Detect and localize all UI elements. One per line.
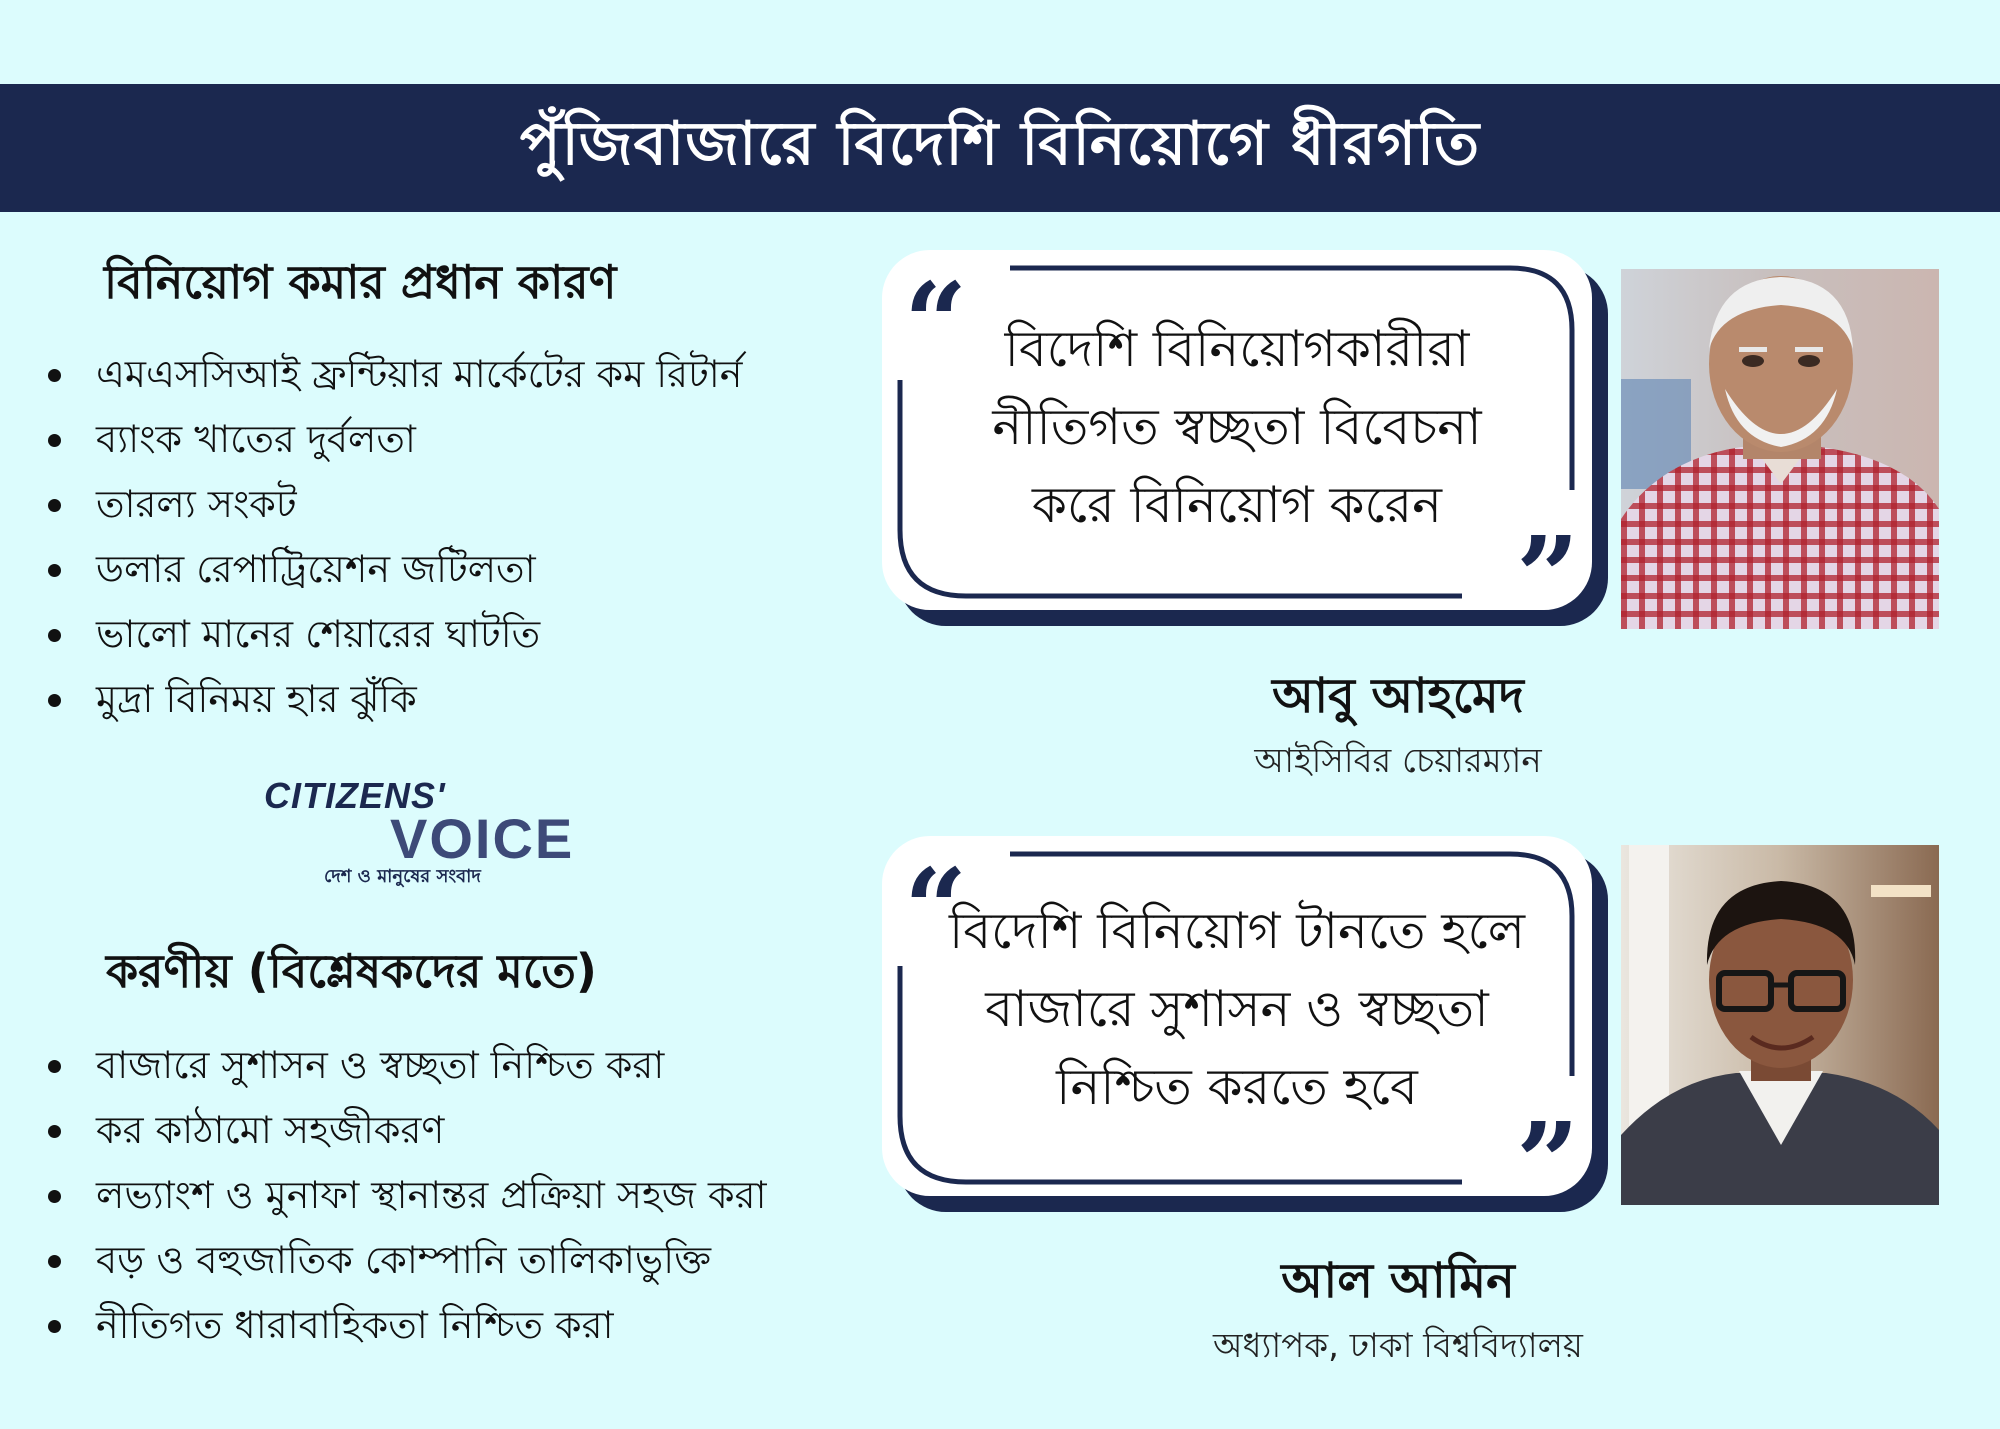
list-item: মুদ্রা বিনিময় হার ঝুঁকি [40, 667, 742, 732]
open-quote-icon: “ [904, 844, 968, 973]
citizens-voice-logo [262, 770, 582, 890]
logo-line1: CITIZENS' [264, 775, 446, 816]
reasons-list [40, 342, 742, 732]
quote-line: নীতিগত স্বচ্ছতা বিবেচনা [992, 398, 1482, 456]
quote-line: করে বিনিয়োগ করেন [1032, 476, 1442, 534]
quote-text [922, 892, 1552, 1126]
person-title-2: অধ্যাপক, ঢাকা বিশ্ববিদ্যালয় [1213, 1326, 1583, 1366]
person-name-1: আবু আহমেদ [1272, 668, 1524, 724]
list-item: তারল্য সংকট [40, 472, 742, 537]
open-quote-icon: “ [904, 258, 968, 387]
logo-line2: VOICE [390, 807, 575, 865]
list-item: ব্যাংক খাতের দুর্বলতা [40, 407, 742, 472]
close-quote-icon: ” [1516, 512, 1580, 641]
person-title-1: আইসিবির চেয়ারম্যান [1254, 741, 1542, 781]
list-item: এমএসসিআই ফ্রন্টিয়ার মার্কেটের কম রিটার্ন [40, 342, 742, 407]
reasons-heading: বিনিয়োগ কমার প্রধান কারণ [104, 255, 617, 309]
quote-text [922, 310, 1552, 544]
quote-line: বিদেশি বিনিয়োগ টানতে হলে [949, 902, 1525, 960]
page-title: পুঁজিবাজারে বিদেশি বিনিয়োগে ধীরগতি [519, 109, 1481, 179]
quote-card-2 [882, 836, 1592, 1227]
portrait-photo-1 [1621, 269, 1939, 629]
actions-list [40, 1033, 767, 1358]
close-quote-icon: ” [1516, 1098, 1580, 1227]
quote-line: নিশ্চিত করতে হবে [1056, 1058, 1418, 1116]
person-name-2: আল আমিন [1281, 1253, 1515, 1309]
list-item: বড় ও বহুজাতিক কোম্পানি তালিকাভুক্তি [40, 1228, 767, 1293]
list-item: ভালো মানের শেয়ারের ঘাটতি [40, 602, 742, 667]
logo-tagline: দেশ ও মানুষের সংবাদ [324, 866, 481, 887]
quote-line: বাজারে সুশাসন ও স্বচ্ছতা [985, 980, 1489, 1038]
quote-line: বিদেশি বিনিয়োগকারীরা [1004, 320, 1470, 378]
list-item: কর কাঠামো সহজীকরণ [40, 1098, 767, 1163]
quote-card-1 [882, 250, 1592, 641]
header-banner [0, 84, 2000, 212]
list-item: লভ্যাংশ ও মুনাফা স্থানান্তর প্রক্রিয়া সহজ করা [40, 1163, 767, 1228]
list-item: বাজারে সুশাসন ও স্বচ্ছতা নিশ্চিত করা [40, 1033, 767, 1098]
portrait-photo-2 [1621, 845, 1939, 1205]
actions-heading: করণীয় (বিশ্লেষকদের মতে) [106, 944, 597, 998]
list-item: নীতিগত ধারাবাহিকতা নিশ্চিত করা [40, 1293, 767, 1358]
list-item: ডলার রেপাট্রিয়েশন জটিলতা [40, 537, 742, 602]
